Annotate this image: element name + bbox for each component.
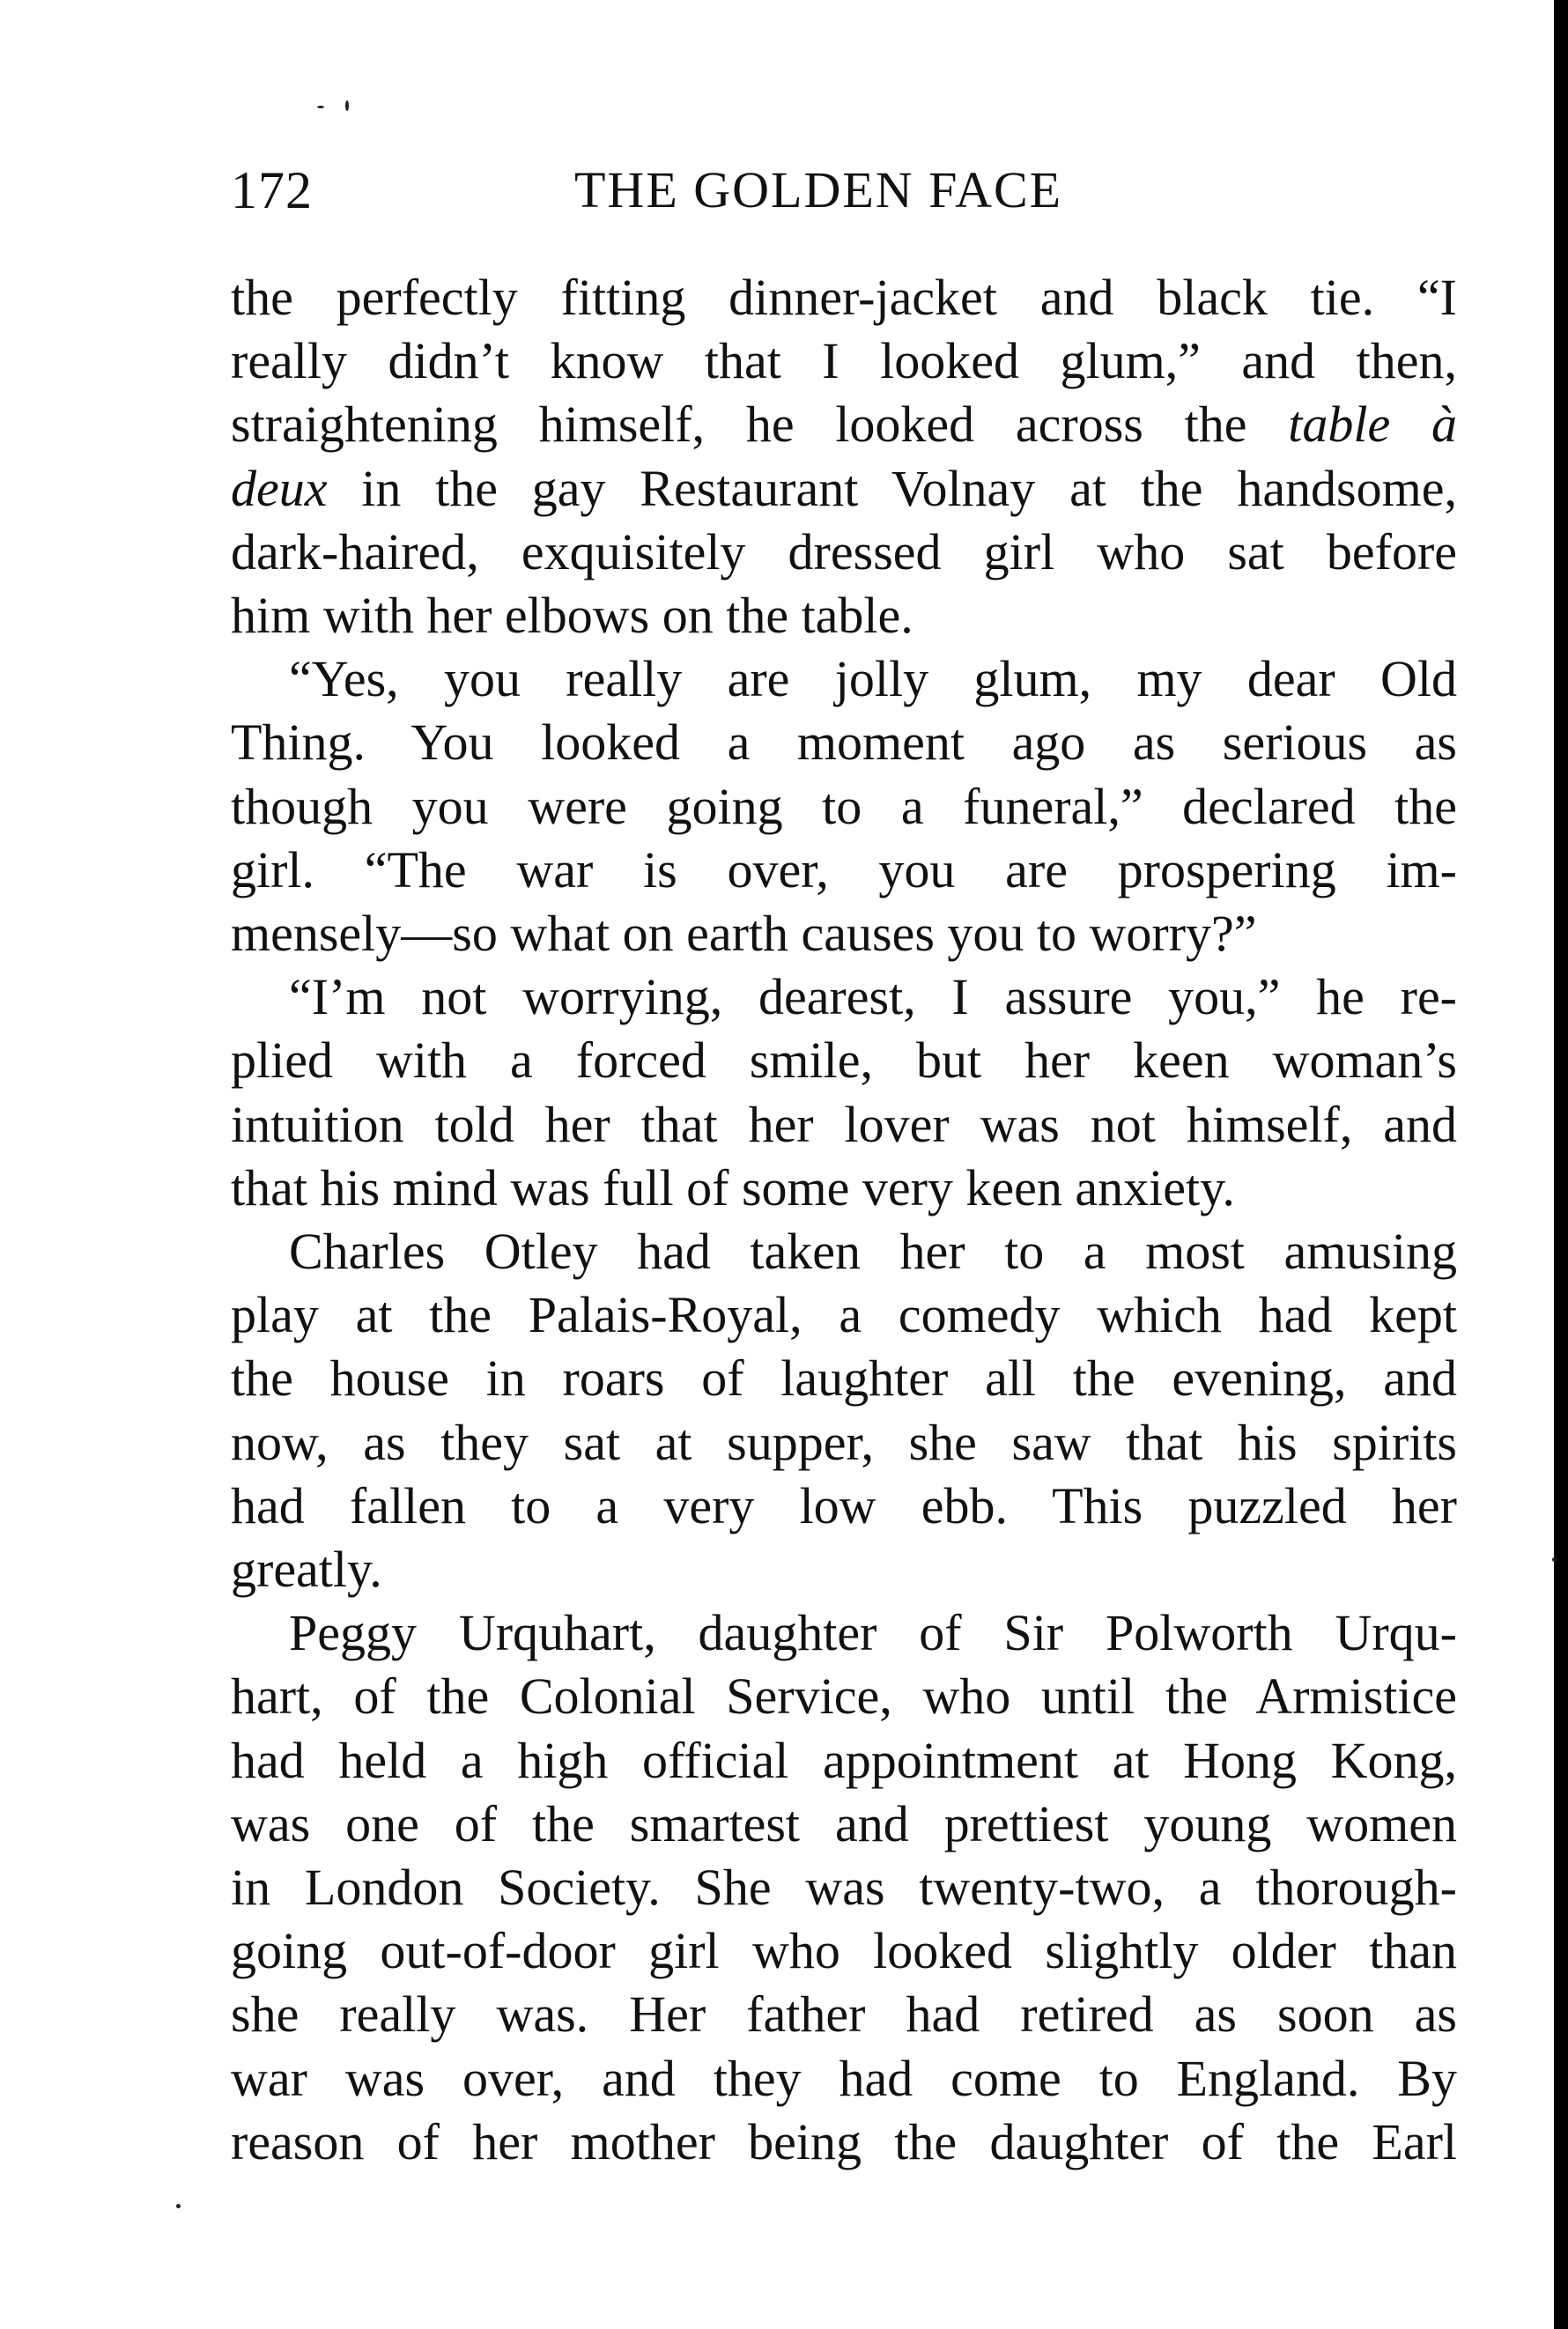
text-line: greatly. [231, 1541, 382, 1599]
running-header [231, 160, 1455, 231]
text-line: straightening himself, he looked across the table à [231, 396, 1457, 454]
text-line: girl. “The war is over, you are prospering im- [231, 840, 1457, 898]
text-line: the house in roars of laughter all the evening, and [231, 1349, 1457, 1408]
text-line: she really was. Her father had retired as soon as [231, 1985, 1457, 2044]
text-line: really didn’t know that I looked glum,” and then, [231, 332, 1457, 390]
text-line: Thing. You looked a moment ago as serious as [231, 713, 1457, 772]
scan-speck [176, 2204, 181, 2208]
scan-speck [317, 106, 324, 108]
text-line: the perfectly fitting dinner-jacket and black tie. “I [231, 269, 1457, 326]
text-line: play at the Palais-Royal, a comedy which had kept [231, 1286, 1457, 1344]
page-number: 172 [231, 161, 313, 219]
text-line: plied with a forced smile, but her keen woman’s [231, 1031, 1457, 1090]
text-line: dark-haired, exquisitely dressed girl who sat before [231, 522, 1457, 580]
text-line: hart, of the Colonial Service, who until the Armistice [231, 1667, 1457, 1726]
text-line: was one of the smartest and prettiest young women [231, 1794, 1457, 1852]
text-line: had held a high official appointment at Hong Kong, [231, 1731, 1457, 1789]
running-title: THE GOLDEN FACE [574, 161, 1063, 218]
text-line: “I’m not worrying, dearest, I assure you,” he re- [289, 968, 1457, 1026]
text-line: in London Society. She was twenty-two, a thorough- [231, 1859, 1457, 1917]
text-line: war was over, and they had come to England. By [231, 2049, 1457, 2107]
text-line: had fallen to a very low ebb. This puzzled her [231, 1476, 1457, 1534]
italic-phrase: table à [1288, 396, 1457, 454]
text-line: that his mind was full of some very keen anxiety. [231, 1158, 1235, 1216]
body-text [231, 266, 1457, 2174]
text-line: now, as they sat at supper, she saw that his spirits [231, 1413, 1457, 1471]
text-line: going out-of-door girl who looked slightly older than [231, 1922, 1457, 1980]
text-line: though you were going to a funeral,” declared the [231, 777, 1457, 835]
text-line: him with her elbows on the table. [231, 587, 913, 645]
text-line: intuition told her that her lover was not himself, and [231, 1095, 1457, 1153]
text-line: deux in the gay Restaurant Volnay at the handsome, [231, 459, 1457, 517]
text-line: mensely—so what on earth causes you to worry?” [231, 905, 1257, 963]
text-line: Charles Otley had taken her to a most amusing [289, 1223, 1457, 1281]
scan-speck [345, 100, 349, 111]
italic-phrase: deux [231, 459, 328, 517]
text-line: Peggy Urquhart, daughter of Sir Polworth Urqu- [289, 1604, 1457, 1662]
text-line: “Yes, you really are jolly glum, my dear Old [289, 650, 1457, 708]
page-edge-shadow [1554, 0, 1568, 2329]
text-line: reason of her mother being the daughter of the Earl [231, 2112, 1457, 2170]
scan-speck [1552, 1557, 1557, 1562]
